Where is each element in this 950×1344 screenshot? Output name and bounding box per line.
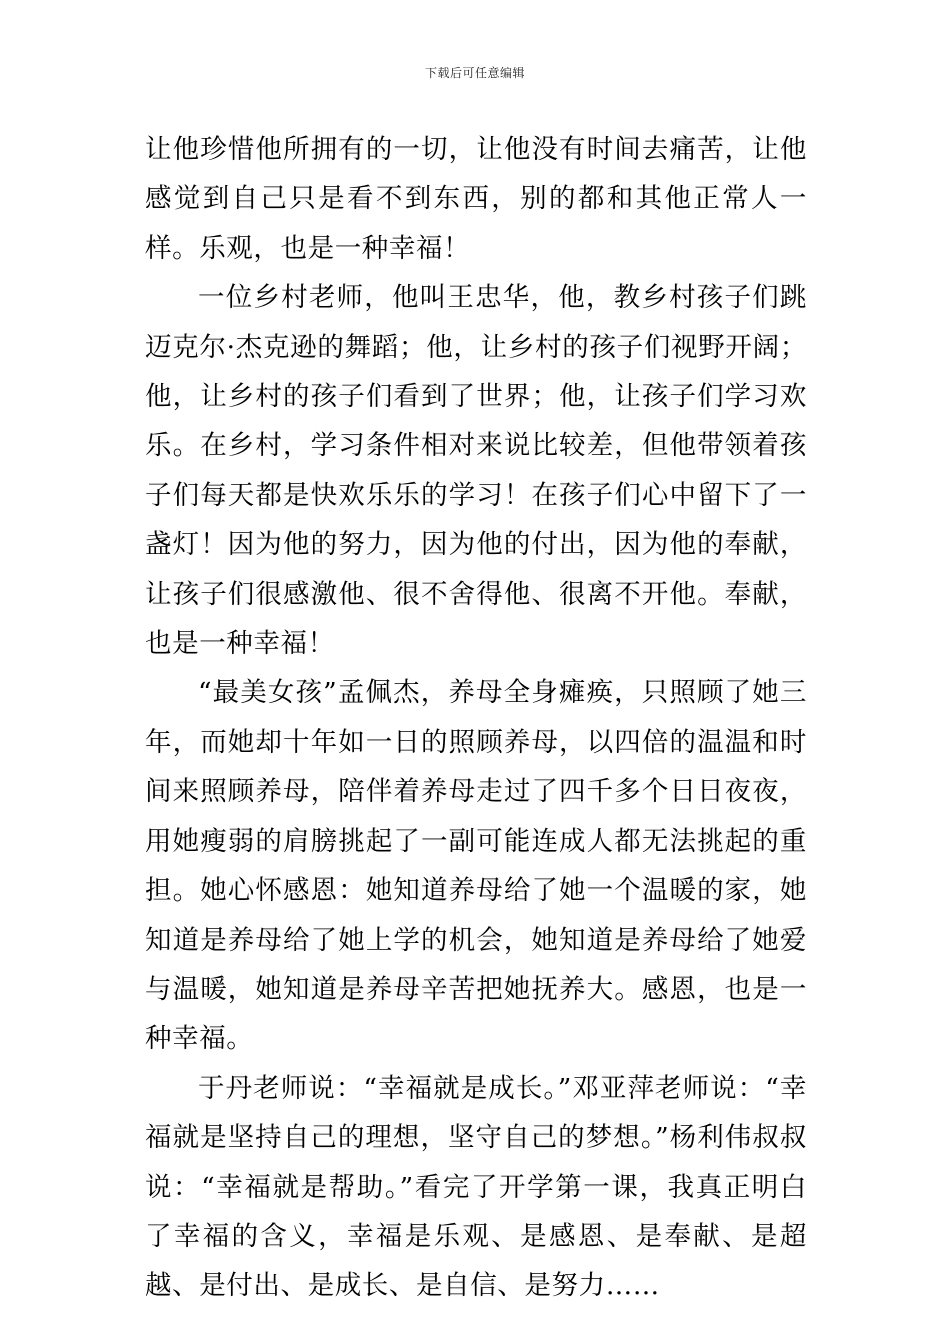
paragraph-optimism: 让他珍惜他所拥有的一切，让他没有时间去痛苦，让他感觉到自己只是看不到东西，别的都和其他正常人一样。乐观，也是一种幸福！ bbox=[145, 134, 807, 264]
document-body bbox=[145, 125, 807, 1311]
paragraph-most-beautiful-girl: “最美女孩”孟佩杰，养母全身瘫痪，只照顾了她三年，而她却十年如一日的照顾养母，以四倍的温温和时间来照顾养母，陪伴着养母走过了四千多个日日夜夜，用她瘦弱的肩膀挑起了一副可能连成人都无法挑起的重担。她心怀感恩：她知道养母给了她一个温暖的家，她知道是养母给了她上学的机会，她知道是养母给了她爱与温暖，她知道是养母辛苦把她抚养大。感恩，也是一种幸福。 bbox=[145, 677, 807, 1055]
paragraph-village-teacher: 一位乡村老师，他叫王忠华，他，教乡村孩子们跳迈克尔·杰克逊的舞蹈；他，让乡村的孩子们视野开阔；他，让乡村的孩子们看到了世界；他，让孩子们学习欢乐。在乡村，学习条件相对来说比较差，但他带领着孩子们每天都是快欢乐乐的学习！在孩子们心中留下了一盏灯！因为他的努力，因为他的付出，因为他的奉献，让孩子们很感激他、很不舍得他、很离不开他。奉献，也是一种幸福！ bbox=[145, 282, 807, 660]
header-note: 下载后可任意编辑 bbox=[424, 66, 525, 80]
paragraph-conclusion: 于丹老师说：“幸福就是成长。”邓亚萍老师说：“幸福就是坚持自己的理想，坚守自己的梦想。”杨利伟叔叔说：“幸福就是帮助。”看完了开学第一课，我真正明白了幸福的含义，幸福是乐观、是感恩、是奉献、是超越、是付出、是成长、是自信、是努力…… bbox=[145, 1072, 807, 1302]
